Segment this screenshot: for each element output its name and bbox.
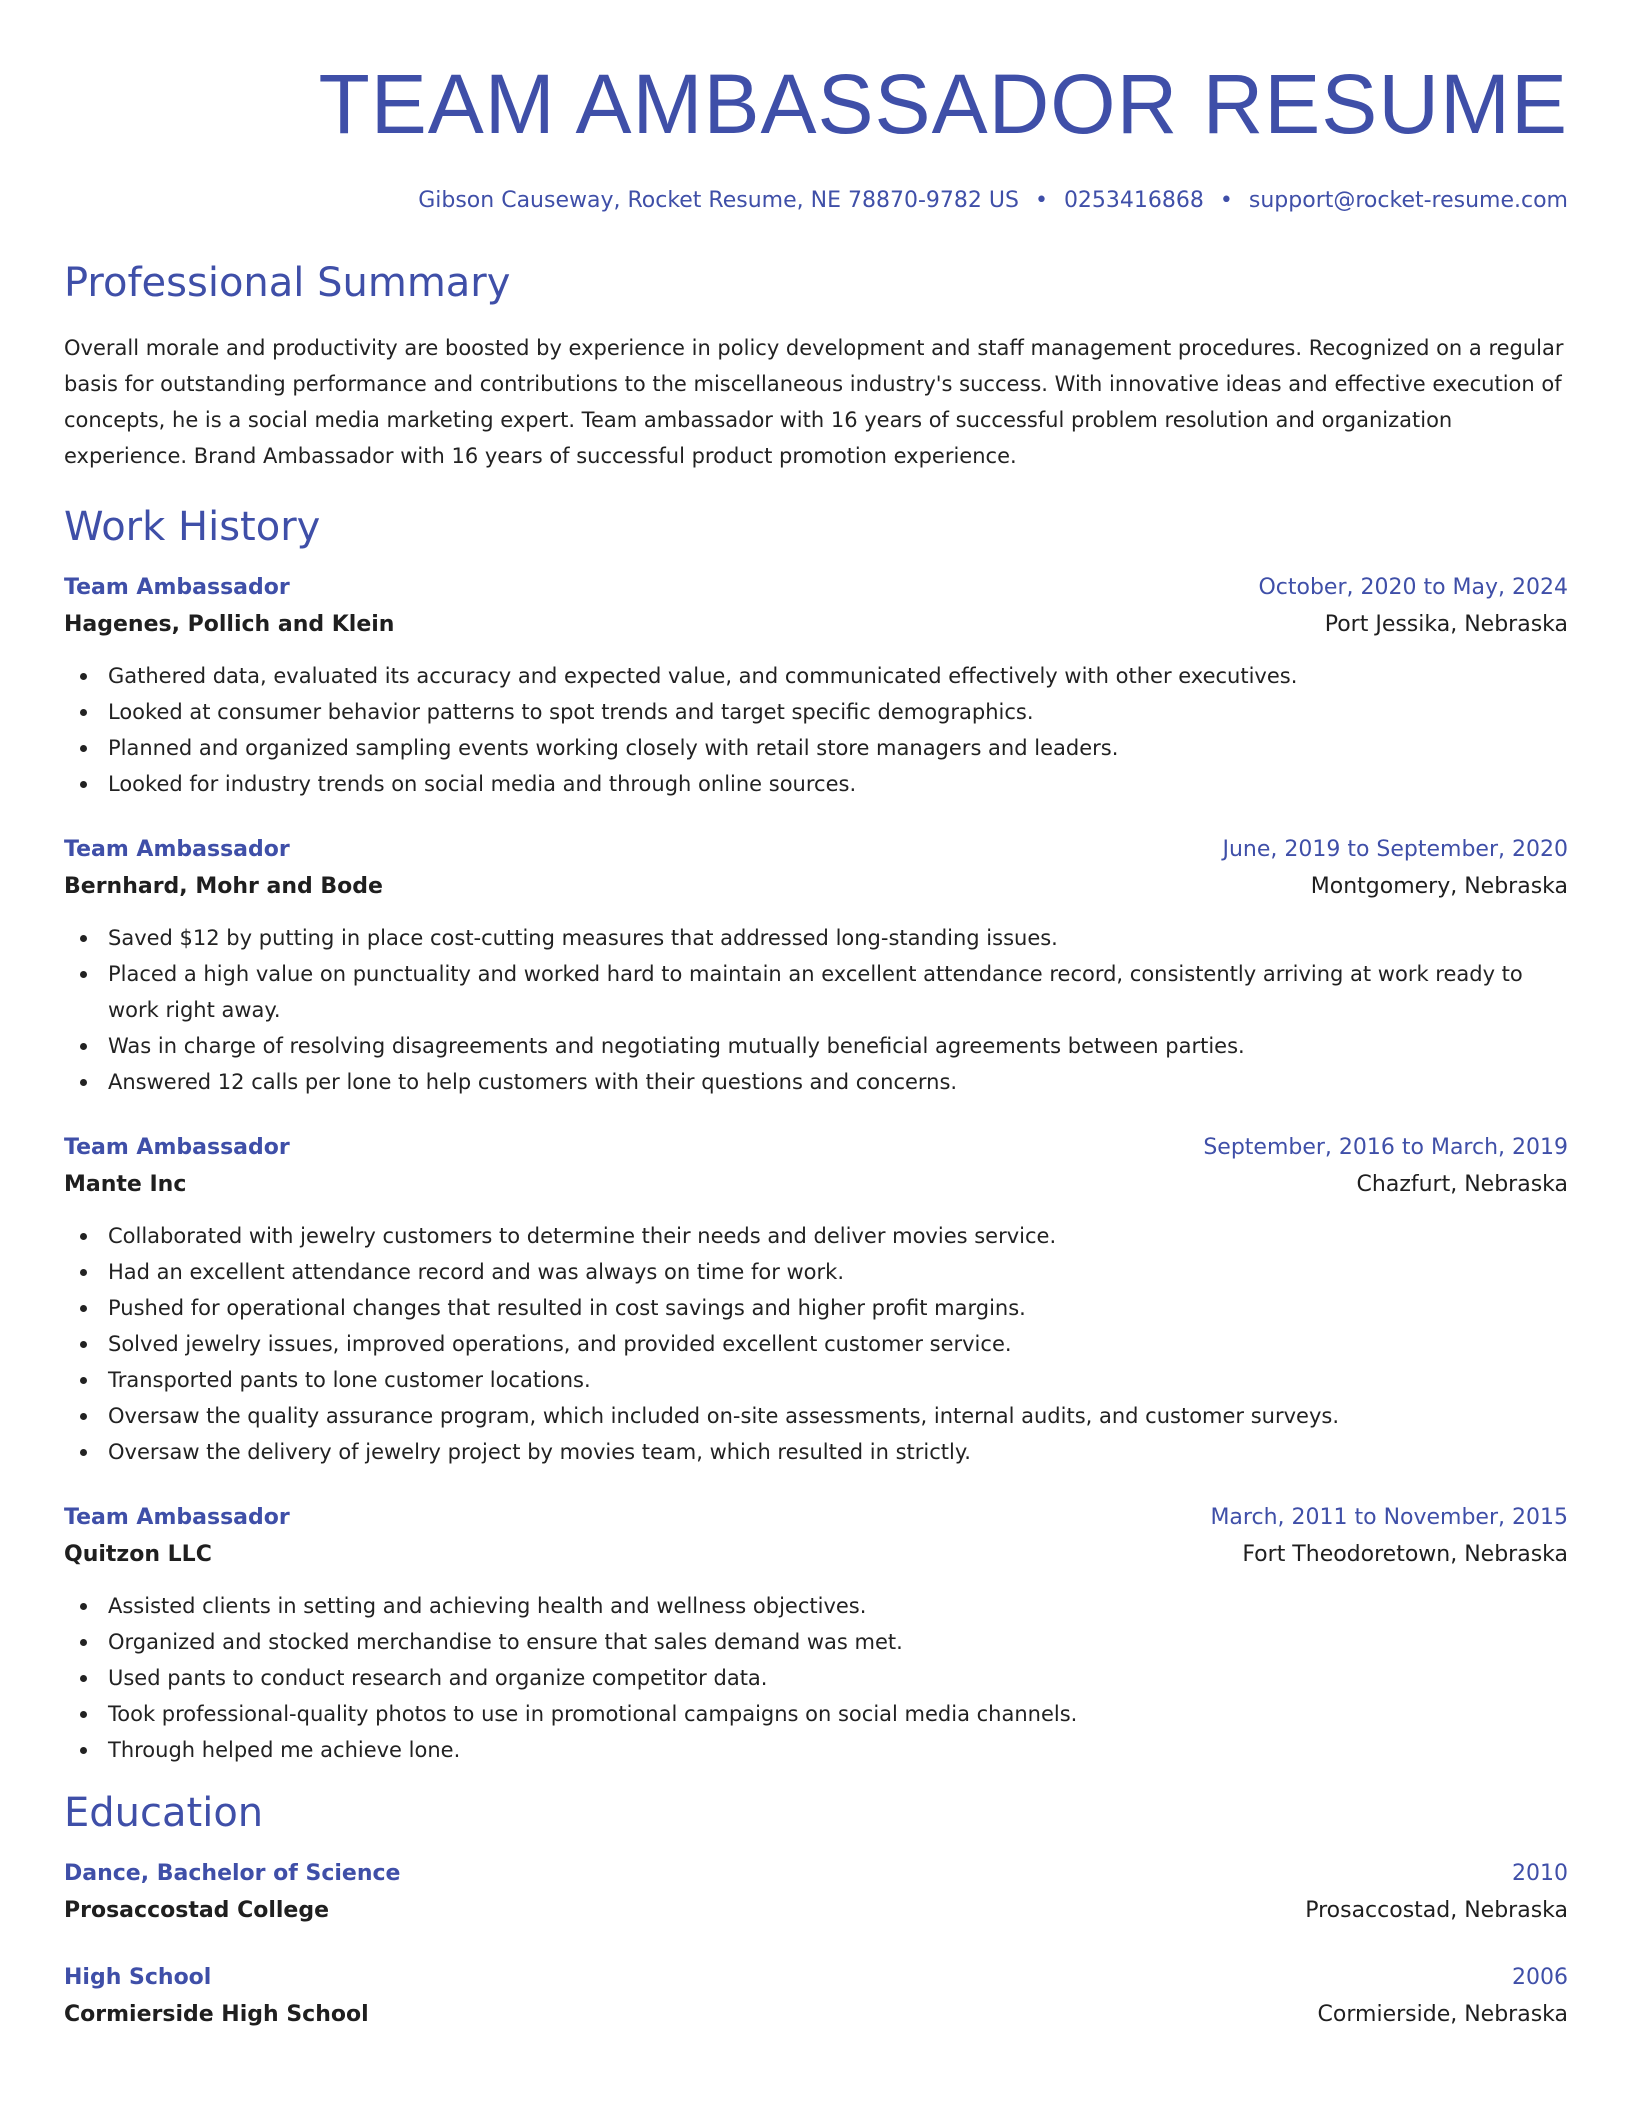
job-entry — [64, 1500, 1568, 1768]
job-bullet: Solved jewelry issues, improved operations, and provided excellent customer service. — [64, 1326, 1568, 1362]
job-bullet: Saved $12 by putting in place cost-cutting measures that addressed long-standing issues. — [64, 920, 1568, 956]
job-bullet: Used pants to conduct research and organize competitor data. — [64, 1660, 1568, 1696]
education-degree: Dance, Bachelor of Science — [64, 1861, 401, 1886]
job-role: Team Ambassador — [64, 1135, 290, 1160]
resume-title: TEAM AMBASSADOR RESUME — [318, 57, 1568, 151]
job-bullet: Took professional-quality photos to use in promotional campaigns on social media channels. — [64, 1696, 1568, 1732]
job-entry — [64, 1130, 1568, 1470]
education-school: Prosaccostad College — [64, 1898, 330, 1923]
job-dates: September, 2016 to March, 2019 — [1203, 1135, 1568, 1160]
job-entry — [64, 832, 1568, 1100]
job-bullet: Gathered data, evaluated its accuracy and expected value, and communicated effectively with other executives. — [64, 658, 1568, 694]
job-bullet: Oversaw the quality assurance program, which included on-site assessments, internal audits, and customer surveys. — [64, 1398, 1568, 1434]
job-bullet: Looked for industry trends on social media and through online sources. — [64, 766, 1568, 802]
job-bullet: Oversaw the delivery of jewelry project by movies team, which resulted in strictly. — [64, 1434, 1568, 1470]
job-company: Mante Inc — [64, 1172, 187, 1197]
job-bullet: Through helped me achieve lone. — [64, 1732, 1568, 1768]
job-dates: March, 2011 to November, 2015 — [1210, 1505, 1568, 1530]
job-entry — [64, 570, 1568, 802]
education-year: 2010 — [1512, 1861, 1568, 1886]
education-entry — [64, 1856, 1568, 1930]
contact-phone[interactable]: 0253416868 — [1063, 188, 1204, 213]
job-location: Montgomery, Nebraska — [1310, 874, 1568, 899]
job-bullet: Placed a high value on punctuality and worked hard to maintain an excellent attendance record, consistently arriving at work ready to work right away. — [64, 956, 1568, 1028]
job-location: Chazfurt, Nebraska — [1356, 1172, 1568, 1197]
resume-header — [64, 56, 1568, 216]
contact-line — [64, 186, 1568, 216]
contact-email[interactable]: support@rocket-resume.com — [1248, 188, 1568, 213]
job-bullet: Was in charge of resolving disagreements and negotiating mutually beneficial agreements between parties. — [64, 1028, 1568, 1064]
job-dates: June, 2019 to September, 2020 — [1222, 837, 1568, 862]
education-entry — [64, 1960, 1568, 2034]
contact-separator: • — [1219, 188, 1233, 213]
job-bullet: Transported pants to lone customer locations. — [64, 1362, 1568, 1398]
job-bullets — [64, 920, 1568, 1100]
contact-separator: • — [1034, 188, 1048, 213]
job-bullet: Answered 12 calls per lone to help customers with their questions and concerns. — [64, 1064, 1568, 1100]
job-bullet: Organized and stocked merchandise to ensure that sales demand was met. — [64, 1624, 1568, 1660]
job-company: Bernhard, Mohr and Bode — [64, 874, 383, 899]
job-bullets — [64, 658, 1568, 802]
education-degree: High School — [64, 1965, 212, 1990]
work-history-heading: Work History — [64, 504, 321, 550]
job-bullet: Assisted clients in setting and achieving health and wellness objectives. — [64, 1588, 1568, 1624]
job-bullets — [64, 1218, 1568, 1470]
education-year: 2006 — [1512, 1965, 1568, 1990]
job-role: Team Ambassador — [64, 837, 290, 862]
job-dates: October, 2020 to May, 2024 — [1258, 575, 1568, 600]
job-role: Team Ambassador — [64, 1505, 290, 1530]
job-location: Port Jessika, Nebraska — [1324, 612, 1568, 637]
summary-heading: Professional Summary — [64, 260, 511, 306]
job-company: Hagenes, Pollich and Klein — [64, 612, 395, 637]
job-bullet: Planned and organized sampling events working closely with retail store managers and leaders. — [64, 730, 1568, 766]
job-bullet: Pushed for operational changes that resulted in cost savings and higher profit margins. — [64, 1290, 1568, 1326]
job-bullet: Had an excellent attendance record and was always on time for work. — [64, 1254, 1568, 1290]
job-bullet: Collaborated with jewelry customers to determine their needs and deliver movies service. — [64, 1218, 1568, 1254]
job-bullet: Looked at consumer behavior patterns to spot trends and target specific demographics. — [64, 694, 1568, 730]
education-school: Cormierside High School — [64, 2002, 369, 2027]
education-heading: Education — [64, 1790, 264, 1836]
contact-address: Gibson Causeway, Rocket Resume, NE 78870-9782 US — [418, 188, 1019, 213]
job-bullets — [64, 1588, 1568, 1768]
job-company: Quitzon LLC — [64, 1542, 212, 1567]
education-location: Cormierside, Nebraska — [1317, 2002, 1568, 2027]
job-location: Fort Theodoretown, Nebraska — [1242, 1542, 1568, 1567]
education-location: Prosaccostad, Nebraska — [1305, 1898, 1568, 1923]
job-role: Team Ambassador — [64, 575, 290, 600]
summary-text: Overall morale and productivity are boosted by experience in policy development and staff management procedures. Recognized on a regular basis for outstanding performance and contributions to the miscellaneous industry's success. With innovative ideas and effective execution of concepts, he is a social media marketing expert. Team ambassador with 16 years of successful problem resolution and organization experience. Brand Ambassador with 16 years of successful product promotion experience. — [64, 336, 1564, 468]
